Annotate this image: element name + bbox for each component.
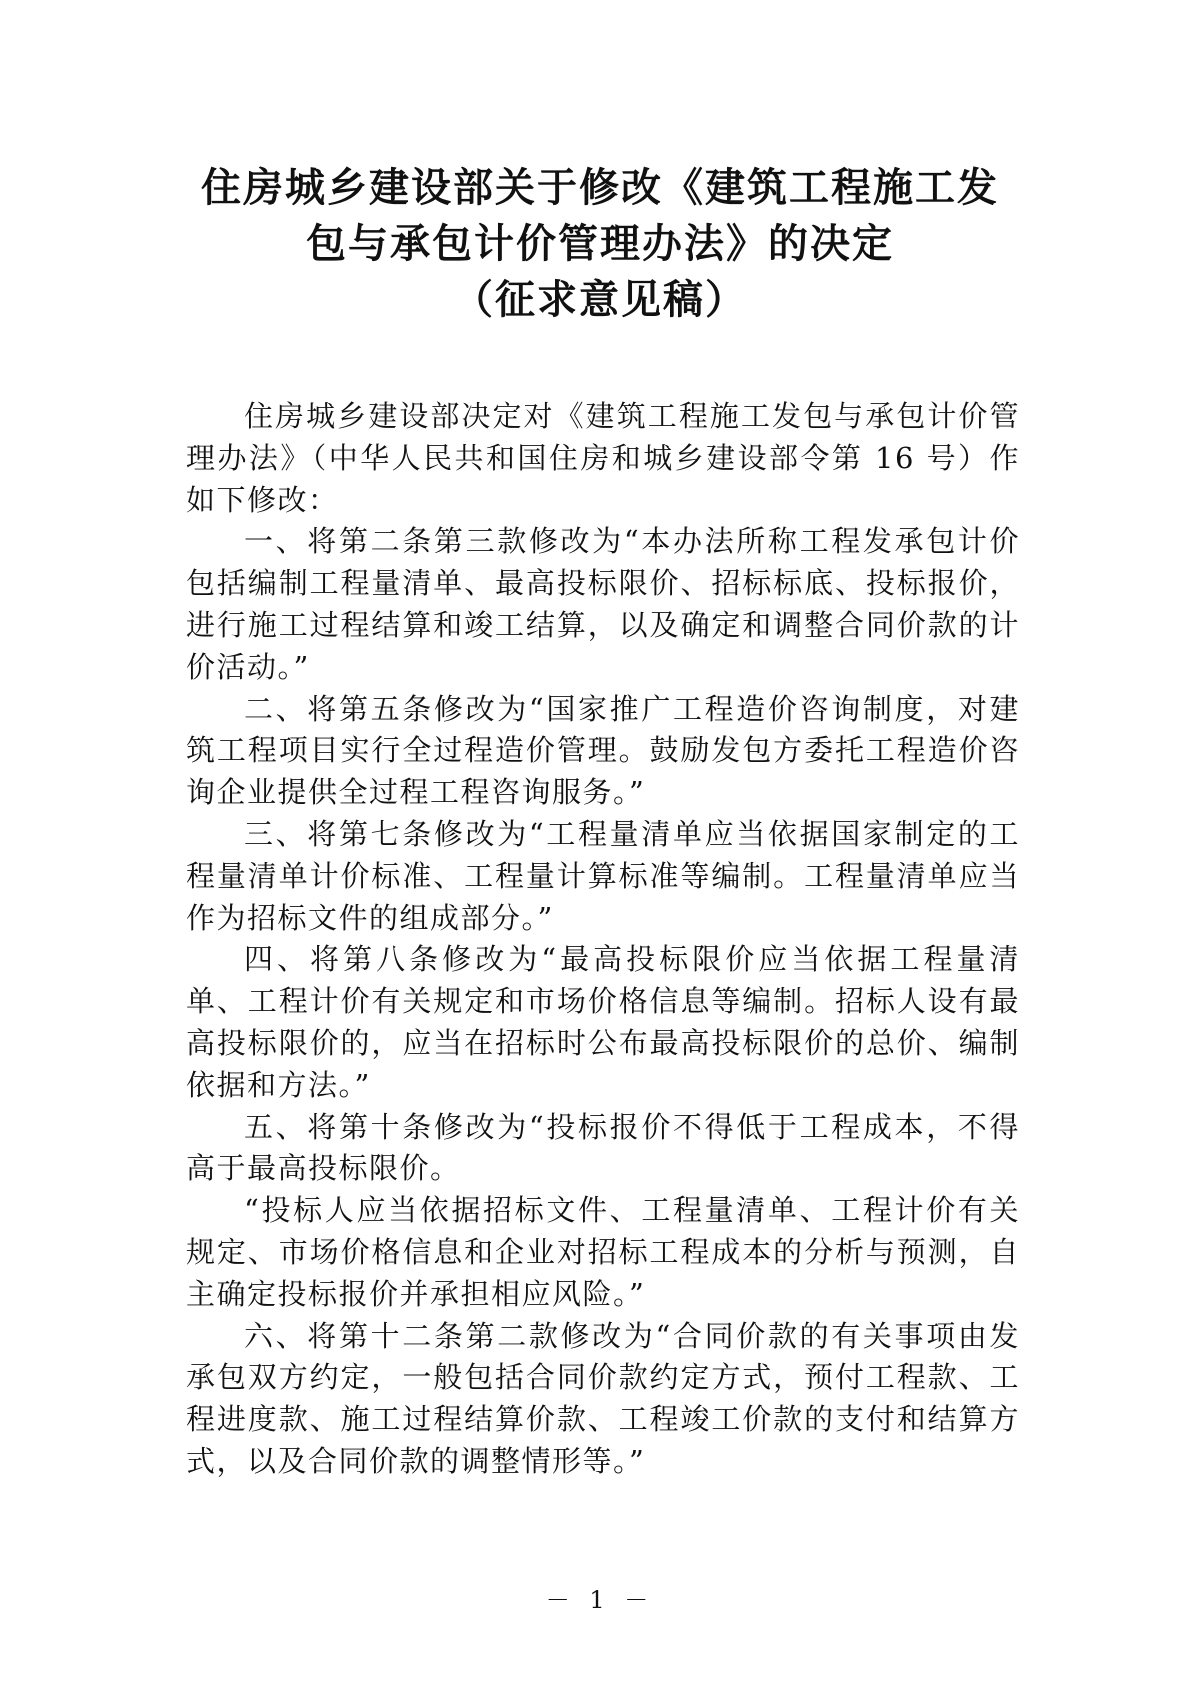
title-line-2: 包与承包计价管理办法》的决定 [306, 221, 894, 267]
paragraph-item-6: 六、将第十二条第二款修改为“合同价款的有关事项由发承包双方约定，一般包括合同价款约定方式，预付工程款、工程进度款、施工过程结算价款、工程竣工价款的支付和结算方式，以及合同价款的调整情形等。” [186, 1318, 1020, 1478]
paragraph-item-2: 二、将第五条修改为“国家推广工程造价咨询制度，对建筑工程项目实行全过程造价管理。鼓励发包方委托工程造价咨询企业提供全过程工程咨询服务。” [186, 691, 1020, 810]
paragraph-item-4: 四、将第八条修改为“最高投标限价应当依据工程量清单、工程计价有关规定和市场价格信息等编制。招标人设有最高投标限价的，应当在招标时公布最高投标限价的总价、编制依据和方法。” [186, 942, 1020, 1102]
title-line-1: 住房城乡建设部关于修改《建筑工程施工发 [201, 165, 999, 211]
document-title [160, 160, 1040, 328]
document-body [186, 396, 1020, 1483]
paragraph-intro: 住房城乡建设部决定对《建筑工程施工发包与承包计价管理办法》（中华人民共和国住房和城乡建设部令第 16 号）作如下修改： [186, 399, 1020, 517]
paragraph-item-5: 五、将第十条修改为“投标报价不得低于工程成本，不得高于最高投标限价。 [186, 1109, 1020, 1186]
title-line-3: （征求意见稿） [453, 277, 747, 323]
paragraph-item-5-quote: “投标人应当依据招标文件、工程量清单、工程计价有关规定、市场价格信息和企业对招标工程成本的分析与预测，自主确定投标报价并承担相应风险。” [186, 1193, 1020, 1311]
page-number: － 1 － [545, 1586, 655, 1614]
paragraph-item-1: 一、将第二条第三款修改为“本办法所称工程发承包计价包括编制工程量清单、最高投标限价、招标标底、投标报价，进行施工过程结算和竣工结算，以及确定和调整合同价款的计价活动。” [186, 524, 1020, 684]
paragraph-item-3: 三、将第七条修改为“工程量清单应当依据国家制定的工程量清单计价标准、工程量计算标准等编制。工程量清单应当作为招标文件的组成部分。” [186, 816, 1020, 935]
